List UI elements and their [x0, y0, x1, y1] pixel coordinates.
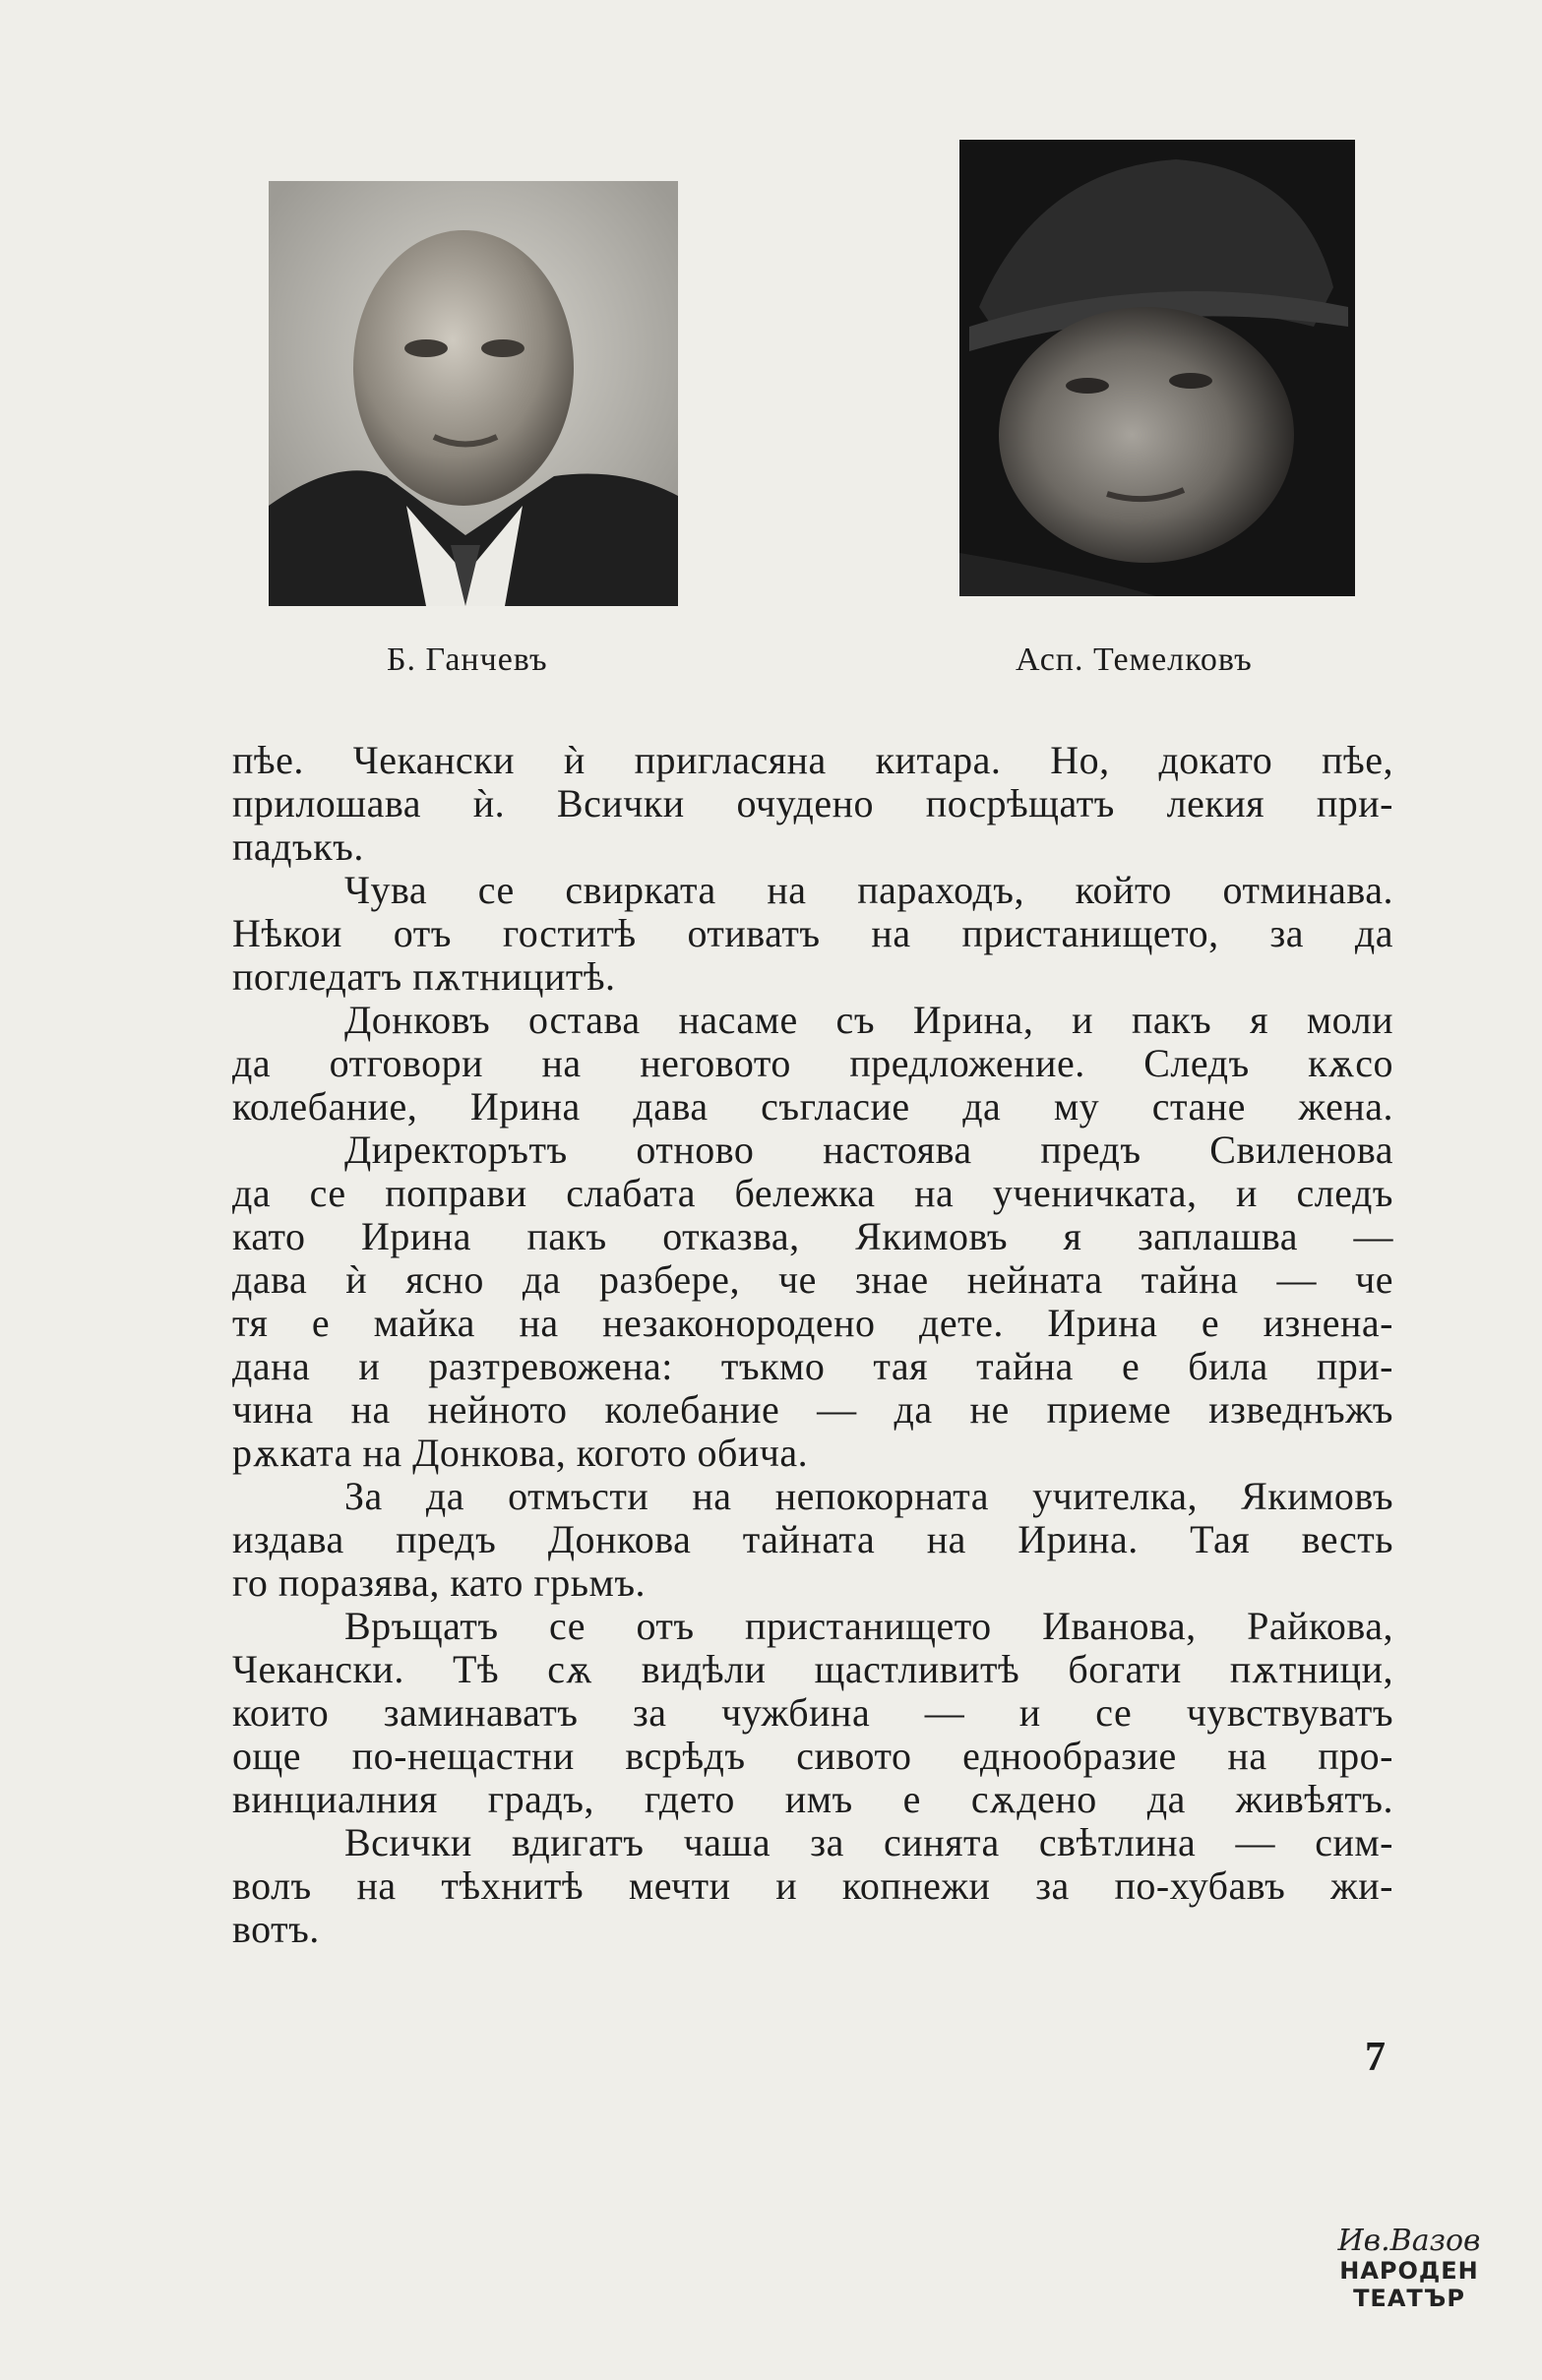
- text-line: дава ѝ ясно да разбере, че знае нейната тайна — че: [232, 1257, 1393, 1302]
- text-line: пѣе. Чекански ѝ пригласяна китара. Но, докато пѣе,: [232, 738, 1393, 782]
- text-line: Нѣкои отъ гоститѣ отиватъ на пристанището, за да: [232, 911, 1393, 955]
- text-line: чина на нейното колебание — да не приеме изведнъжъ: [232, 1387, 1393, 1432]
- stamp-line-1: НАРОДЕН: [1339, 2257, 1479, 2285]
- text-line: Всички вдигатъ чаша за синята свѣтлина — сим-: [344, 1820, 1393, 1864]
- text-line: прилошава ѝ. Всички очудено посрѣщатъ лекия при-: [232, 781, 1393, 825]
- text-line: дана и разтревожена: тъкмо тая тайна е била при-: [232, 1344, 1393, 1388]
- paragraph-2: [232, 869, 1393, 999]
- text-line: Директорътъ отново настоява предъ Свиленова: [344, 1128, 1393, 1172]
- stamp-line-2: ТЕАТЪР: [1353, 2285, 1465, 2312]
- text-line: Връщатъ се отъ пристанището Иванова, Райкова,: [344, 1604, 1393, 1648]
- text-line: да отговори на неговото предложение. Следъ кѫсо: [232, 1041, 1393, 1085]
- text-line: вотъ.: [232, 1907, 320, 1951]
- text-line: За да отмъсти на непокорната учителка, Якимовъ: [344, 1474, 1393, 1518]
- paragraph-7: [232, 1821, 1393, 1951]
- paragraph-4: [232, 1129, 1393, 1475]
- text-line: още по-нещастни всрѣдъ сивото еднообразие на про-: [232, 1734, 1393, 1778]
- text-line: падъкъ.: [232, 824, 364, 869]
- text-line: като Ирина пакъ отказва, Якимовъ я заплашва —: [232, 1214, 1393, 1258]
- paragraph-3: [232, 999, 1393, 1129]
- national-theatre-stamp: [1326, 2226, 1492, 2334]
- text-line: винциалния градъ, гдето имъ е сѫдено да живѣятъ.: [232, 1777, 1393, 1821]
- portrait-photo-temelkov: [959, 140, 1355, 596]
- text-line: погледатъ пѫтницитѣ.: [232, 954, 616, 999]
- text-line: го поразява, като грьмъ.: [232, 1560, 647, 1605]
- text-line: издава предъ Донкова тайната на Ирина. Тая весть: [232, 1517, 1393, 1561]
- portrait-temelkov-image: [959, 140, 1355, 596]
- paragraph-1: [232, 739, 1393, 869]
- text-line: тя е майка на незаконородено дете. Ирина е изненa-: [232, 1301, 1393, 1345]
- caption-temelkov: Асп. Темелковъ: [1016, 641, 1253, 678]
- text-line: волъ на тѣхнитѣ мечти и копнежи за по-хубавъ жи-: [232, 1863, 1393, 1908]
- page-number: 7: [1365, 2035, 1386, 2080]
- portrait-photo-ganchev: [269, 181, 678, 606]
- paragraph-6: [232, 1605, 1393, 1821]
- portrait-ganchev-image: [269, 181, 678, 606]
- text-line: рѫката на Донкова, когото обича.: [232, 1431, 809, 1475]
- caption-ganchev: Б. Ганчевъ: [387, 641, 548, 678]
- text-line: да се поправи слабата бележка на ученичката, и следъ: [232, 1171, 1393, 1215]
- text-line: колебание, Ирина дава съгласие да му стане жена.: [232, 1084, 1393, 1129]
- paragraph-5: [232, 1475, 1393, 1605]
- text-line: които заминаватъ за чужбина — и се чувствуватъ: [232, 1690, 1393, 1735]
- text-line: Чекански. Тѣ сѫ видѣли щастливитѣ богати пѫтници,: [232, 1647, 1393, 1691]
- text-line: Донковъ остава насаме съ Ирина, и пакъ я моли: [344, 998, 1393, 1042]
- body-text: [232, 739, 1393, 1951]
- stamp-script: Ив.Вазов: [1337, 2224, 1481, 2258]
- text-line: Чува се свирката на параходъ, който отминава.: [344, 868, 1393, 912]
